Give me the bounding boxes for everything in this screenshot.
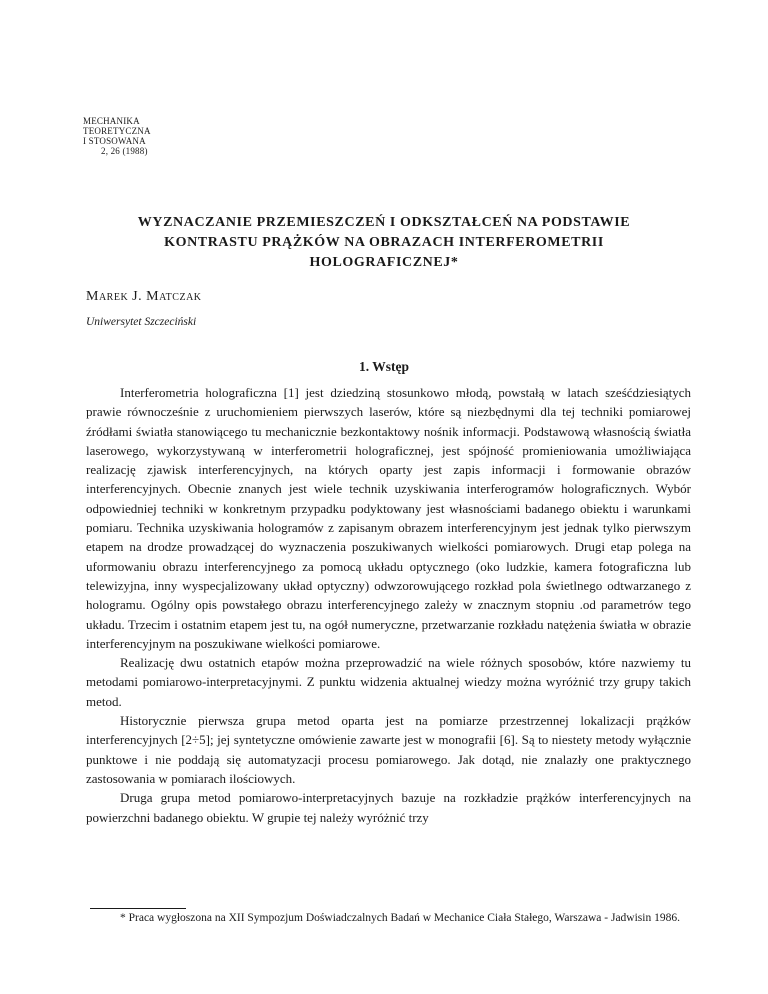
journal-name-line: TEORETYCZNA [83,126,151,136]
footnote-text: * Praca wygłoszona na XII Sympozjum Doświadczalnych Badań w Mechanice Ciała Stałego, Warszawa - Jadwisin 1986. [120,912,680,924]
paragraph: Realizację dwu ostatnich etapów można przeprowadzić na wiele różnych sposobów, które nazwiemy tu metodami pomiarowo-interpretacyjnymi. Z punktu widzenia aktualnej wiedzy można wyróżnić trzy grupy takich metod. [86,655,691,709]
body-text [86,383,691,827]
journal-header [83,116,151,156]
paper-title: WYZNACZANIE PRZEMIESZCZEŃ I ODKSZTAŁCEŃ NA PODSTAWIE KONTRASTU PRĄŻKÓW NA OBRAZACH INTERFEROMETRII HOLOGRAFICZNEJ* [137,215,631,270]
journal-name-line: I STOSOWANA [83,136,146,146]
paragraph: Interferometria holograficzna [1] jest dziedziną stosunkowo młodą, powstałą w latach sześćdziesiątych prawie równocześnie z uruchomieniem pierwszych laserów, które są niezbędnymi dla tej techniki pomiarowej źródłami światła stanowiącego tu mechanicznie bezkontaktowy nośnik informacji. Podstawową własnością światła laserowego, wykorzystywaną w interferometrii holograficznej, jest spójność promieniowania umożliwiająca realizację zjawisk interferencyjnych, na których oparty jest zapis informacji i formowanie obrazów interferencyjnych. Obecnie znanych jest wiele technik uzyskiwania interferogramów holograficznych. Wybór odpowiedniej techniki w konkretnym przypadku podyktowany jest własnościami badanego obiektu i warunkami pomiaru. Technika uzyskiwania hologramów z zapisanym obrazem interferencyjnym jest jednak tylko pierwszym etapem na drodze prowadzącej do wyznaczenia poszukiwanych wielkości pomiarowych. Drugi etap polega na uformowaniu obrazu interferencyjnego za pomocą układu optycznego (oko ludzkie, kamera fotograficzna lub telewizyjna, inny wyspecjalizowany układ optyczny) odwzorowującego rozkład pola świetlnego odtwarzanego z hologramu. Ogólny opis powstałego obrazu interferencyjnego zależy w znacznym stopniu .od parametrów tego układu. Trzecim i ostatnim etapem jest tu, na ogół numeryczne, przetwarzanie rozkładu natężenia światła w obrazie interferencyjnym na poszukiwane wielkości pomiarowe. [86,385,691,651]
author-affiliation: Uniwersytet Szczeciński [86,316,197,328]
section-heading: 1. Wstęp [358,359,409,374]
journal-name-line: MECHANIKA [83,116,140,126]
paragraph: Historycznie pierwsza grupa metod oparta jest na pomiarze przestrzennej lokalizacji prążków interferencyjnych [2÷5]; jej syntetyczne omówienie zawarte jest w monografii [6]. Są to niestety metody wyłącznie punktowe i nie poddają się automatyzacji procesu pomiarowego. Jak dotąd, nie znalazły one praktycznego zastosowania w pomiarach ilościowych. [86,713,691,786]
footnote [86,909,691,927]
author-name: Marek J. Matczak [86,289,202,304]
paragraph: Druga grupa metod pomiarowo-interpretacyjnych bazuje na rozkładzie prążków interferencyjnych na powierzchni badanego obiektu. W grupie tej należy wyróżnić trzy [86,790,691,825]
journal-issue: 2, 26 (1988) [101,146,148,156]
